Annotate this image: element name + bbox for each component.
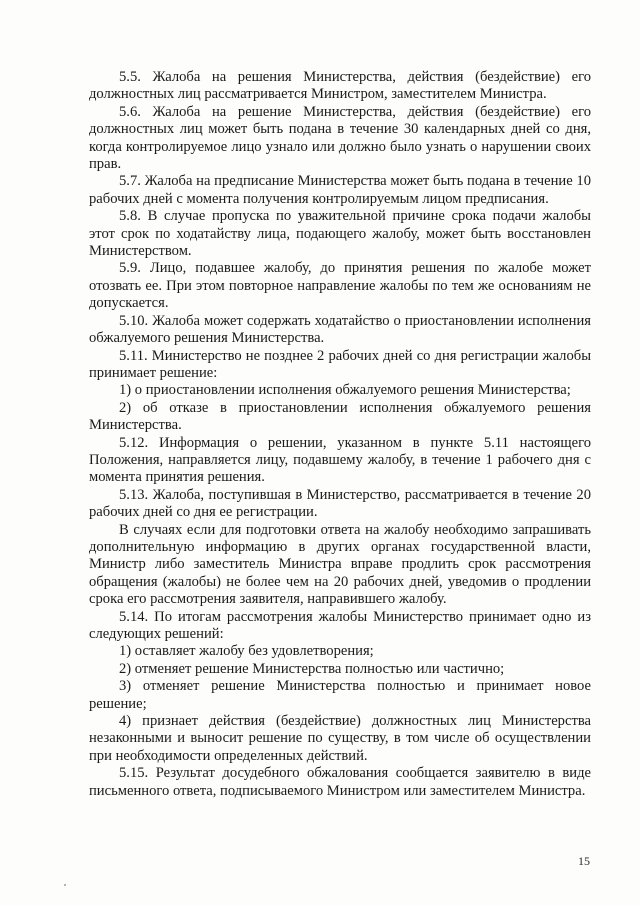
list-item-5-14-4: 4) признает действия (бездействие) должностных лиц Министерства незаконными и выносит решение по существу, в том числе об осуществлении при необходимости определенных действий. — [89, 713, 591, 764]
paragraph-5-9: 5.9. Лицо, подавшее жалобу, до принятия решения по жалобе может отозвать ее. При этом повторное направление жалобы по тем же основаниям не допускается. — [89, 260, 591, 312]
paragraph-5-13-extension: В случаях если для подготовки ответа на жалобу необходимо запрашивать дополнительную информацию в других органах государственной власти, Министр либо заместитель Министра вправе продлить срок рассмотрения обращения (жалобы) не более чем на 20 рабочих дней, уведомив о продлении срока его рассмотрения заявителя, направившего жалобу. — [89, 521, 591, 608]
paragraph-5-14: 5.14. По итогам рассмотрения жалобы Министерство принимает одно из следующих решений: — [89, 608, 591, 642]
list-item-5-11-2: 2) об отказе в приостановлении исполнения обжалуемого решения Министерства. — [89, 399, 591, 434]
list-item-5-14-1: 1) оставляет жалобу без удовлетворения; — [119, 643, 374, 660]
paragraph-5-8: 5.8. В случае пропуска по уважительной причине срока подачи жалобы этот срок по ходатайству лица, подающего жалобу, может быть восстановлен Министерством. — [89, 208, 591, 260]
paragraph-5-11: 5.11. Министерство не позднее 2 рабочих дней со дня регистрации жалобы принимает решение: — [89, 347, 591, 381]
list-item-5-11-1: 1) о приостановлении исполнения обжалуемого решения Министерства; — [119, 382, 571, 399]
paragraph-5-13: 5.13. Жалоба, поступившая в Министерство, рассматривается в течение 20 рабочих дней со дня ее регистрации. — [89, 486, 591, 521]
paragraph-5-12: 5.12. Информация о решении, указанном в пункте 5.11 настоящего Положения, направляется лицу, подавшему жалобу, в течение 1 рабочего дня с момента принятия решения. — [89, 434, 591, 486]
paragraph-5-7: 5.7. Жалоба на предписание Министерства может быть подана в течение 10 рабочих дней с момента получения контролируемым лицом предписания. — [89, 173, 591, 207]
scan-speck — [64, 884, 66, 886]
list-item-5-14-2: 2) отменяет решение Министерства полностью или частично; — [119, 660, 505, 677]
paragraph-5-15: 5.15. Результат досудебного обжалования сообщается заявителю в виде письменного ответа, подписываемого Министром или заместителем Министра. — [89, 765, 591, 799]
list-item-5-14-3: 3) отменяет решение Министерства полностью и принимает новое решение; — [89, 678, 591, 712]
paragraph-5-5: 5.5. Жалоба на решения Министерства, действия (бездействие) его должностных лиц рассматривается Министром, заместителем Министра. — [89, 69, 591, 103]
page-number: 15 — [578, 854, 590, 868]
paragraph-5-6: 5.6. Жалоба на решение Министерства, действия (бездействие) его должностных лиц может быть подана в течение 30 календарных дней со дня, когда контролируемое лицо узнало или должно было узнать о нарушении своих прав. — [89, 103, 591, 173]
document-body — [89, 69, 591, 800]
paragraph-5-10: 5.10. Жалоба может содержать ходатайство о приостановлении исполнения обжалуемого решения Министерства. — [89, 312, 591, 347]
